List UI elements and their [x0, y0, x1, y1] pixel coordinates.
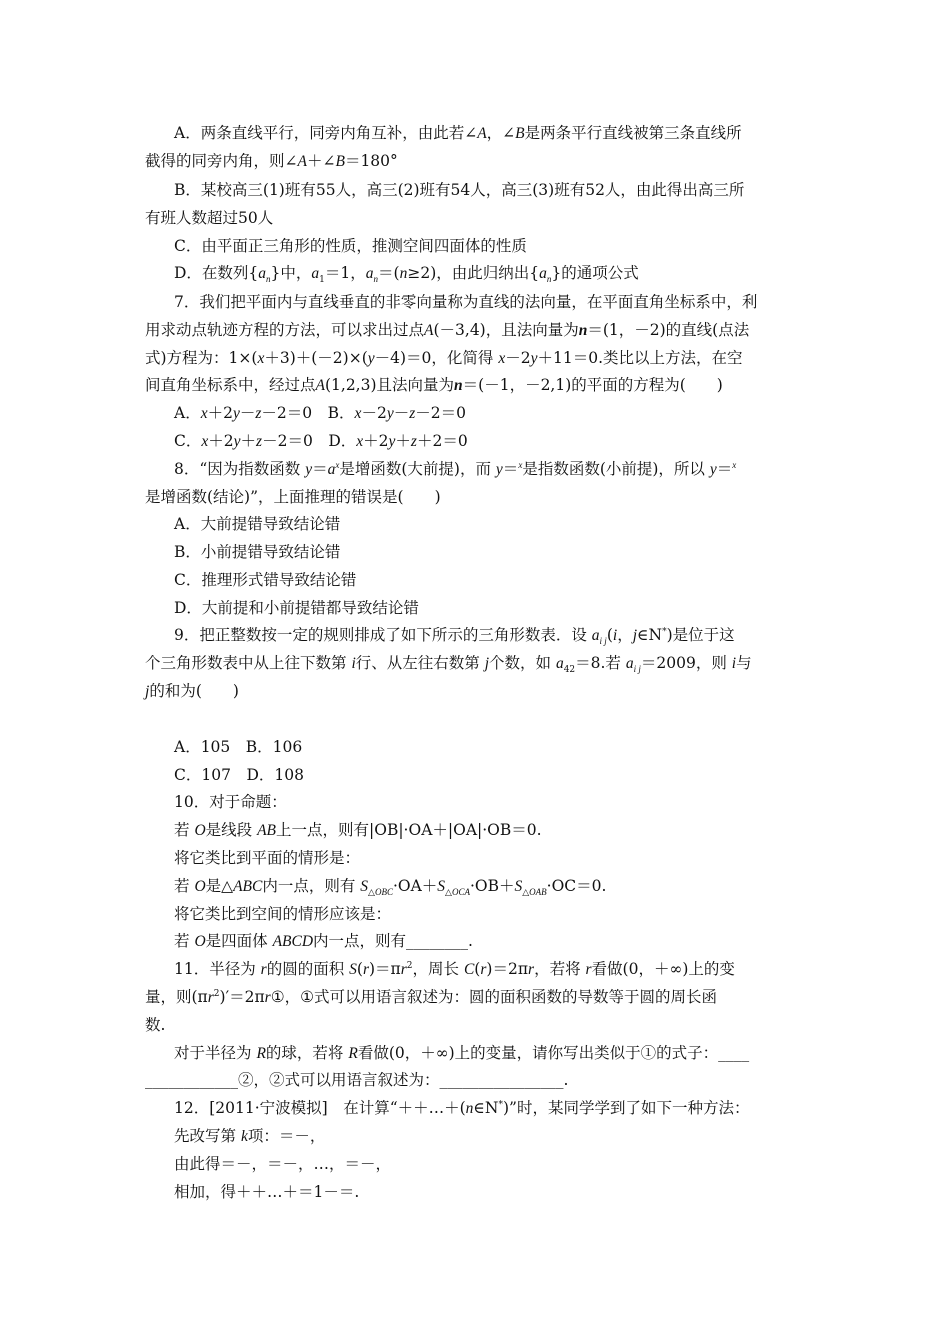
text-segment: 42: [563, 665, 576, 676]
text-segment: OAB: [529, 887, 547, 898]
text-segment: ____________②，②式可以用语言叙述为：________________.: [145, 1071, 569, 1089]
question-9-line-1: [174, 625, 735, 646]
text-segment: )′＝2π: [219, 988, 265, 1006]
text-segment: ≥2)，由此归纳出{: [407, 264, 540, 282]
text-segment: 1: [319, 275, 325, 286]
text-segment: △: [522, 888, 530, 899]
question-10-line-1: [174, 792, 287, 812]
text-segment: i: [351, 655, 356, 672]
text-segment: ，: [617, 626, 633, 644]
text-segment: ·OC＝0.: [546, 877, 607, 895]
text-segment: A．: [174, 404, 201, 422]
text-segment: z: [256, 433, 263, 450]
text-segment: a: [258, 265, 267, 282]
text-segment: 与: [736, 654, 752, 672]
text-segment: S: [360, 878, 369, 895]
text-segment: B．小前提错导致结论错: [174, 543, 341, 561]
text-segment: 是增函数(大前提)，而: [339, 460, 496, 478]
text-segment: C．: [174, 432, 202, 450]
text-segment: B: [515, 125, 525, 142]
text-segment: S: [437, 878, 446, 895]
text-segment: y: [530, 350, 538, 367]
text-segment: a: [311, 265, 320, 282]
text-segment: i j: [633, 664, 641, 675]
text-segment: ＝180°: [344, 152, 398, 170]
text-segment: 是线段: [205, 821, 258, 839]
text-segment: D．大前提和小前提错都导致结论错: [174, 599, 419, 617]
text-segment: A: [315, 377, 325, 394]
question-11-line-2: [145, 987, 717, 1008]
question-12-line-3: [174, 1154, 391, 1174]
text-segment: z: [410, 433, 417, 450]
text-segment: a: [625, 655, 634, 672]
question-12-line-4: [174, 1182, 359, 1202]
question-8-line-1: [174, 459, 736, 480]
text-segment: x: [200, 405, 208, 422]
question-7-line-3: [145, 348, 743, 369]
question-9-options-cd: [174, 765, 304, 785]
text-segment: a: [327, 461, 336, 478]
text-segment: *: [498, 1099, 503, 1110]
question-7-line-1: [174, 292, 757, 312]
text-segment: A．105 B．106: [174, 738, 303, 756]
text-segment: OBC: [374, 887, 393, 898]
text-segment: 项：＝－，: [247, 1127, 326, 1145]
option-a-line-1: [174, 123, 742, 144]
question-8-option-c: [174, 570, 356, 590]
text-segment: △: [445, 888, 452, 899]
text-segment: z: [255, 405, 262, 422]
text-segment: r: [362, 961, 369, 978]
text-segment: n: [266, 274, 271, 285]
text-segment: 个三角形数表中从上往下数第: [145, 654, 352, 672]
question-10-line-6: [174, 931, 473, 952]
text-segment: 式)方程为：1×(: [145, 349, 258, 367]
text-segment: 是指数函数(小前提)，所以: [522, 460, 710, 478]
text-segment: －2: [505, 349, 531, 367]
option-c-line: [174, 236, 527, 256]
text-segment: D．在数列{: [174, 264, 259, 282]
text-segment: r: [528, 961, 535, 978]
text-segment: ＝: [312, 460, 328, 478]
text-segment: ABCD: [272, 933, 314, 950]
text-segment: A．两条直线平行，同旁内角互补，由此若∠: [174, 124, 478, 142]
text-segment: 是△: [205, 877, 234, 895]
text-segment: ＋3)＋(－2)×(: [264, 349, 368, 367]
text-segment: 11．半径为: [174, 960, 261, 978]
text-segment: 用求动点轨迹方程的方法，可以求出过点: [145, 321, 425, 339]
text-segment: 2: [406, 960, 413, 971]
text-segment: a: [365, 265, 374, 282]
text-segment: O: [194, 933, 206, 950]
text-segment: (: [606, 626, 613, 644]
text-segment: r: [260, 961, 267, 978]
question-10-line-5: [174, 904, 391, 924]
text-segment: －4)＝0，化简得: [374, 349, 499, 367]
text-segment: n: [399, 265, 408, 282]
option-b-line-1: [174, 180, 744, 200]
question-8-line-2: [145, 487, 441, 507]
text-segment: 间直角坐标系中，经过点: [145, 376, 316, 394]
text-segment: S: [514, 878, 523, 895]
text-segment: a: [591, 627, 600, 644]
question-10-line-3: [174, 848, 360, 868]
text-segment: ＝: [502, 460, 519, 478]
text-segment: 看做(0，＋∞)上的变: [591, 960, 735, 978]
text-segment: (－3,4)，且法向量为: [433, 321, 579, 339]
text-segment: R: [256, 1045, 266, 1062]
text-segment: 的圆的面积: [266, 960, 350, 978]
text-segment: －2: [361, 404, 387, 422]
text-segment: 由此得＝－，＝－，…，＝－，: [174, 1155, 392, 1173]
question-8-option-d: [174, 598, 419, 618]
text-segment: △: [368, 888, 375, 899]
text-segment: －: [239, 404, 256, 422]
text-segment: a: [539, 265, 547, 282]
text-segment: 个数，如: [489, 654, 556, 672]
text-segment: A．大前提错导致结论错: [174, 515, 341, 533]
text-segment: i: [612, 627, 618, 644]
text-segment: 是增函数(结论)”，上面推理的错误是( ): [145, 488, 441, 506]
option-b-line-2: [145, 208, 273, 228]
text-segment: 10．对于命题：: [174, 793, 287, 811]
text-segment: }中，: [270, 264, 312, 282]
question-7-options-cd: [174, 431, 468, 452]
text-segment: )是位于这: [666, 626, 735, 644]
text-segment: r: [480, 961, 487, 978]
question-11-line-3: [145, 1015, 165, 1035]
text-segment: y: [233, 433, 241, 450]
text-segment: (: [356, 960, 363, 978]
text-segment: }的通项公式: [551, 264, 639, 282]
text-segment: 若: [174, 821, 195, 839]
text-segment: 内一点，则有: [262, 877, 361, 895]
question-9-line-3: [145, 681, 239, 702]
text-segment: ＝2009，则: [640, 654, 732, 672]
text-segment: 若: [174, 932, 195, 950]
text-segment: 将它类比到平面的情形是：: [174, 849, 361, 867]
question-12-line-2: [174, 1126, 325, 1147]
text-segment: O: [194, 822, 206, 839]
text-segment: x: [354, 405, 362, 422]
text-segment: x: [335, 459, 340, 470]
text-segment: n: [373, 274, 379, 285]
text-segment: 相加，得＋＋…＋＝1－＝.: [174, 1183, 360, 1201]
text-segment: 量，则(π: [145, 988, 208, 1006]
question-11-line-1: [174, 959, 735, 980]
text-segment: ＋2: [363, 432, 389, 450]
text-segment: ＋2: [208, 432, 234, 450]
text-segment: ∈N: [637, 626, 663, 644]
text-segment: n: [546, 274, 552, 285]
text-segment: 数.: [145, 1016, 166, 1034]
text-segment: 2: [213, 988, 220, 999]
text-segment: ，∠: [486, 124, 516, 142]
text-segment: B: [335, 153, 345, 170]
text-segment: )＝2π: [486, 960, 529, 978]
text-segment: ＋: [240, 432, 257, 450]
text-segment: x: [732, 459, 737, 470]
text-segment: a: [555, 655, 564, 672]
text-segment: C．由平面正三角形的性质，推测空间四面体的性质: [174, 237, 527, 255]
question-10-line-4: [174, 876, 606, 897]
text-segment: A: [297, 153, 307, 170]
text-segment: n: [578, 322, 588, 339]
question-7-line-4: [145, 375, 723, 396]
text-segment: ，若将: [534, 960, 586, 978]
text-segment: y: [388, 433, 396, 450]
text-segment: 是四面体: [205, 932, 273, 950]
text-segment: (: [474, 960, 481, 978]
option-d-line: [174, 263, 639, 284]
text-segment: C．107 D．108: [174, 766, 304, 784]
text-segment: 是两条平行直线被第三条直线所: [524, 124, 742, 142]
text-segment: ，周长: [412, 960, 464, 978]
text-segment: ＋2＝0: [416, 432, 468, 450]
text-segment: C: [463, 961, 475, 978]
text-segment: 12．[2011·宁波模拟] 在计算“＋＋…＋(: [174, 1099, 466, 1117]
text-segment: x: [498, 350, 506, 367]
text-segment: O: [194, 878, 206, 895]
text-segment: r: [400, 961, 407, 978]
text-segment: ∈N: [473, 1099, 499, 1117]
text-segment: R: [348, 1045, 358, 1062]
text-segment: ＋∠: [306, 152, 336, 170]
text-segment: A: [477, 125, 487, 142]
text-segment: r: [585, 961, 592, 978]
text-segment: j: [484, 655, 489, 672]
text-segment: B．某校高三(1)班有55人，高三(2)班有54人，高三(3)班有52人，由此得出高三所: [174, 181, 745, 199]
text-segment: x: [257, 350, 265, 367]
text-segment: )”时，某同学学到了如下一种方法：: [502, 1099, 750, 1117]
question-7-line-2: [145, 320, 749, 341]
text-segment: OCA: [451, 887, 470, 898]
text-segment: x: [201, 433, 209, 450]
question-11-line-5: [145, 1070, 568, 1090]
text-segment: 截得的同旁内角，则∠: [145, 152, 298, 170]
text-segment: 若: [174, 877, 195, 895]
text-segment: i: [731, 655, 737, 672]
text-segment: x: [356, 433, 364, 450]
text-segment: y: [232, 405, 240, 422]
text-segment: －2＝0 D．: [262, 432, 357, 450]
text-segment: 先改写第: [174, 1127, 241, 1145]
text-segment: 将它类比到空间的情形应该是：: [174, 905, 392, 923]
option-a-line-2: [145, 151, 398, 172]
text-segment: ·OA＋: [392, 877, 438, 895]
text-segment: 有班人数超过50人: [145, 209, 274, 227]
text-segment: j: [632, 627, 638, 644]
text-segment: ＝: [716, 460, 733, 478]
text-segment: C．推理形式错导致结论错: [174, 571, 357, 589]
text-segment: 内一点，则有________.: [313, 932, 473, 950]
text-segment: 的和为( ): [149, 682, 239, 700]
text-segment: r: [207, 989, 214, 1006]
text-segment: z: [409, 405, 416, 422]
text-segment: i j: [599, 636, 607, 647]
text-segment: k: [240, 1128, 248, 1145]
text-segment: －2＝0: [415, 404, 466, 422]
text-segment: (1,2,3)且法向量为: [324, 376, 455, 394]
question-8-option-a: [174, 514, 340, 534]
text-segment: r: [264, 989, 271, 1006]
text-segment: ＋: [395, 432, 411, 450]
question-10-line-2: [174, 820, 542, 841]
text-segment: ①，①式可以用语言叙述为：圆的面积函数的导数等于圆的周长函: [270, 988, 717, 1006]
text-segment: 9．把正整数按一定的规则排成了如下所示的三角形数表．设: [174, 626, 592, 644]
text-segment: 看做(0，＋∞)上的变量，请你写出类似于①的式子：____: [357, 1044, 750, 1062]
text-segment: 行、从左往右数第: [355, 654, 485, 672]
text-segment: AB: [257, 822, 277, 839]
question-12-line-1: [174, 1098, 749, 1119]
text-segment: y: [305, 461, 313, 478]
text-segment: S: [349, 961, 357, 978]
text-segment: y: [386, 405, 394, 422]
text-segment: 上一点，则有|OB|·OA＋|OA|·OB＝0.: [276, 821, 542, 839]
text-segment: ＝1，: [324, 264, 366, 282]
text-segment: A: [424, 322, 434, 339]
text-segment: y: [495, 461, 503, 478]
text-segment: ＋2: [207, 404, 233, 422]
text-segment: j: [145, 683, 150, 700]
text-segment: )＝π: [369, 960, 401, 978]
question-11-line-4: [174, 1043, 749, 1064]
text-segment: n: [454, 377, 463, 394]
question-7-options-ab: [174, 403, 466, 424]
text-segment: 对于半径为: [174, 1044, 257, 1062]
text-segment: *: [662, 626, 667, 637]
text-segment: －2＝0 B．: [261, 404, 355, 422]
text-segment: 7．我们把平面内与直线垂直的非零向量称为直线的法向量，在平面直角坐标系中，利: [174, 293, 758, 311]
text-segment: 的球，若将: [265, 1044, 349, 1062]
question-9-line-2: [145, 653, 752, 674]
text-segment: x: [518, 459, 523, 470]
question-9-options-ab: [174, 737, 302, 757]
text-segment: ＝8.若: [575, 654, 626, 672]
text-segment: y: [709, 461, 717, 478]
text-segment: y: [367, 350, 375, 367]
text-segment: ＝(1，－2)的直线(点法: [587, 321, 750, 339]
text-segment: 8．“因为指数函数: [174, 460, 306, 478]
text-segment: －: [393, 404, 410, 422]
text-segment: ＋11＝0.类比以上方法，在空: [537, 349, 743, 367]
text-segment: ＝(－1，－2,1)的平面的方程为( ): [462, 376, 723, 394]
text-segment: ＝(: [378, 264, 400, 282]
text-segment: ·OB＋: [469, 877, 515, 895]
question-8-option-b: [174, 542, 340, 562]
text-segment: n: [465, 1100, 474, 1117]
text-segment: ABC: [233, 878, 263, 895]
